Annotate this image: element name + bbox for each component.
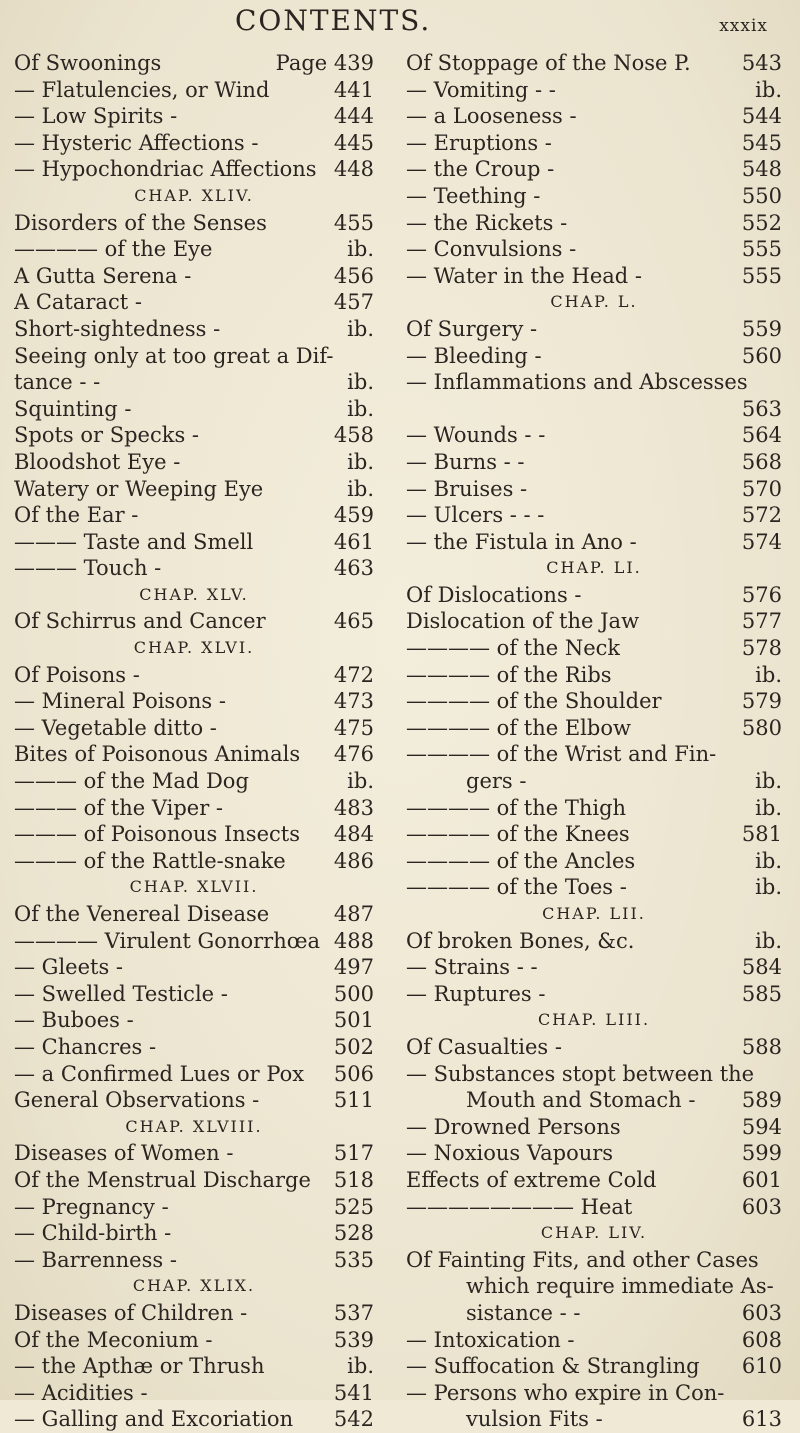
entry-title: Of the Venereal Disease (14, 902, 270, 926)
entry-page-number: 444 (333, 104, 374, 129)
contents-entry (406, 263, 782, 290)
entry-title: — Inflammations and Abscesses (406, 370, 748, 395)
contents-entry (14, 1300, 374, 1327)
contents-entry (14, 928, 374, 955)
contents-entry (14, 821, 374, 848)
contents-entry-continuation (406, 1087, 782, 1114)
entry-title: vulsion Fits - (466, 1407, 603, 1432)
contents-entry (406, 1167, 782, 1194)
entry-title: Of Schirrus and Cancer (14, 609, 266, 634)
entry-title: — Suffocation & Strangling (406, 1354, 700, 1379)
entry-page-number: Page 439 (275, 51, 374, 75)
entry-title: Spots or Specks - (14, 423, 200, 448)
contents-entry (14, 1194, 374, 1221)
entry-page-number: 570 (741, 476, 782, 501)
entry-title: ———— of the Ribs (406, 662, 612, 687)
entry-page-number: 484 (333, 822, 374, 847)
contents-entry (406, 130, 782, 157)
entry-title (406, 396, 466, 423)
entry-title: which require immediate As- (466, 1274, 774, 1299)
entry-page-number: 585 (741, 981, 782, 1006)
entry-title: — Eruptions - (406, 130, 552, 155)
contents-entry (406, 688, 782, 715)
entry-page-number: ib. (755, 928, 782, 953)
entry-title: ———————— Heat (406, 1194, 633, 1219)
entry-page-number: 610 (741, 1354, 782, 1379)
chapter-heading: CHAP. LI. (546, 558, 642, 578)
entry-title: A Cataract - (14, 290, 142, 315)
contents-entry (406, 210, 782, 237)
entry-page-number: 465 (333, 609, 374, 634)
entry-page-number: 448 (333, 157, 374, 182)
contents-entry (14, 608, 374, 635)
contents-entry (14, 316, 374, 343)
contents-entry (14, 396, 374, 423)
chapter-heading: CHAP. XLVIII. (125, 1116, 263, 1136)
entry-title: — Child-birth - (14, 1221, 172, 1246)
entry-title: ——— of the Mad Dog (14, 769, 249, 794)
entry-page-number: 578 (741, 636, 782, 661)
contents-entry (14, 901, 374, 928)
contents-entry (14, 50, 374, 77)
contents-entry (406, 954, 782, 981)
entry-page-number: 456 (333, 263, 374, 288)
entry-title: — a Looseness - (406, 104, 577, 129)
entry-page-number: 564 (741, 423, 782, 448)
entry-page-number: 542 (333, 1407, 374, 1432)
contents-entry (14, 156, 374, 183)
chapter-heading: CHAP. L. (550, 292, 638, 312)
entry-page-number: 518 (333, 1167, 374, 1192)
entry-page-number: 555 (741, 263, 782, 288)
contents-entry (406, 1061, 782, 1088)
contents-entry-continuation (406, 768, 782, 795)
entry-page-number: 506 (333, 1061, 374, 1086)
entry-page-number: 588 (741, 1034, 782, 1059)
entry-page-number: 486 (333, 848, 374, 873)
contents-entry (14, 555, 374, 582)
entry-page-number: ib. (347, 1354, 374, 1379)
contents-entry (406, 236, 782, 263)
entry-page-number: ib. (755, 77, 782, 102)
entry-title: A Gutta Serena - (14, 263, 192, 288)
entry-title: Bites of Poisonous Animals (14, 742, 301, 767)
contents-entry (406, 1327, 782, 1354)
entry-page-number: 455 (333, 210, 374, 235)
contents-entry (14, 236, 374, 263)
entry-page-number: 589 (741, 1088, 782, 1113)
contents-heading: CONTENTS. (235, 4, 432, 37)
entry-title: ———— of the Wrist and Fin- (406, 742, 717, 767)
entry-title: Dislocation of the Jaw (406, 609, 640, 634)
contents-entry (406, 1034, 782, 1061)
contents-entry (14, 1087, 374, 1114)
contents-entry (406, 103, 782, 130)
entry-title: — Vegetable ditto - (14, 715, 217, 740)
entry-page-number: 497 (333, 955, 374, 980)
entry-title: Effects of extreme Cold (406, 1167, 657, 1192)
entry-title: — the Croup - (406, 157, 555, 182)
entry-title: — Mineral Poisons - (14, 689, 226, 714)
contents-entry (14, 981, 374, 1008)
entry-page-number: 461 (333, 529, 374, 554)
contents-entry (14, 449, 374, 476)
entry-title: Mouth and Stomach - (466, 1088, 696, 1113)
entry-page-number: 537 (333, 1300, 374, 1325)
entry-page-number: 472 (333, 662, 374, 687)
contents-entry (14, 476, 374, 503)
contents-entry (406, 582, 782, 609)
contents-entry (14, 795, 374, 822)
contents-entry (14, 1061, 374, 1088)
entry-title: — Gleets - (14, 955, 124, 980)
entry-title: — Wounds - - (406, 423, 546, 448)
entry-page-number: 574 (741, 529, 782, 554)
entry-page-number: 560 (741, 343, 782, 368)
contents-entry (406, 608, 782, 635)
entry-title: Of Fainting Fits, and other Cases (406, 1247, 759, 1272)
entry-page-number: ib. (347, 370, 374, 395)
entry-page-number: 581 (741, 822, 782, 847)
contents-entry (14, 130, 374, 157)
entry-title: ———— of the Elbow (406, 715, 631, 740)
entry-title: Short-sightedness - (14, 316, 221, 341)
contents-entry (14, 289, 374, 316)
contents-column-right (406, 50, 782, 1433)
entry-page-number: 559 (741, 316, 782, 341)
contents-entry (406, 1140, 782, 1167)
entry-title: ——— of the Rattle-snake (14, 848, 286, 873)
contents-entry (406, 1194, 782, 1221)
contents-entry (14, 210, 374, 237)
entry-page-number: ib. (755, 875, 782, 900)
contents-entry (406, 741, 782, 768)
entry-title: Of Dislocations - (406, 582, 582, 607)
entry-title: — Convulsions - (406, 237, 577, 262)
entry-title: — Pregnancy - (14, 1194, 169, 1219)
contents-entry (406, 369, 782, 396)
entry-title: tance - - (14, 370, 101, 395)
entry-page-number: ib. (755, 795, 782, 820)
contents-entry (14, 422, 374, 449)
contents-entry (406, 1380, 782, 1407)
entry-title: — Bleeding - (406, 343, 542, 368)
entry-page-number: 528 (333, 1221, 374, 1246)
entry-page-number: 476 (333, 742, 374, 767)
entry-title: Of the Meconium - (14, 1327, 213, 1352)
entry-title: — Vomiting - - (406, 77, 556, 102)
entry-title: — Substances stopt between the (406, 1061, 755, 1086)
entry-page-number: 445 (333, 130, 374, 155)
chapter-heading: CHAP. LII. (542, 904, 646, 923)
entry-title: ———— of the Eye (14, 237, 213, 262)
entry-page-number: 579 (741, 689, 782, 714)
contents-entry (14, 502, 374, 529)
contents-entry (406, 156, 782, 183)
contents-entry (406, 502, 782, 529)
contents-entry (406, 529, 782, 556)
contents-entry (406, 476, 782, 503)
entry-page-number: 552 (741, 210, 782, 235)
contents-entry (406, 422, 782, 449)
contents-entry (14, 1327, 374, 1354)
entry-page-number: 541 (333, 1380, 374, 1405)
entry-title: — Teething - (406, 183, 541, 208)
entry-page-number: 488 (333, 928, 374, 953)
entry-title: — Buboes - (14, 1008, 134, 1033)
entry-title: Of Casualties - (406, 1034, 562, 1059)
entry-title: — Noxious Vapours (406, 1141, 614, 1166)
entry-title: Diseases of Women - (14, 1141, 234, 1166)
entry-page-number: ib. (755, 662, 782, 687)
chapter-heading: CHAP. XLVI. (133, 638, 255, 658)
entry-page-number: 459 (333, 503, 374, 528)
contents-entry (406, 795, 782, 822)
entry-title: General Observations - (14, 1088, 260, 1113)
contents-entry (14, 954, 374, 981)
entry-page-number: 544 (741, 104, 782, 129)
entry-page-number: 577 (741, 609, 782, 634)
entry-title: Squinting - (14, 396, 132, 421)
contents-entry (14, 369, 374, 396)
entry-title: Of Stoppage of the Nose P. (406, 51, 691, 75)
entry-title: — Persons who expire in Con- (406, 1380, 725, 1405)
page-number: xxxix (719, 16, 768, 36)
entry-title: Disorders of the Senses (14, 210, 267, 235)
contents-entry (406, 77, 782, 104)
entry-page-number: 613 (741, 1407, 782, 1432)
entry-page-number: 487 (333, 902, 374, 926)
contents-entry (14, 715, 374, 742)
entry-page-number: 584 (741, 955, 782, 980)
contents-entry (406, 1247, 782, 1274)
entry-title: Of Poisons - (14, 662, 140, 687)
contents-entry-continuation (406, 1273, 782, 1300)
entry-page-number: 500 (333, 981, 374, 1006)
entry-page-number: 463 (333, 556, 374, 581)
contents-entry (406, 874, 782, 901)
contents-entry (406, 343, 782, 370)
entry-title: — Low Spirits - (14, 104, 178, 129)
entry-title: — Galling and Excoriation (14, 1407, 294, 1432)
entry-title: ———— of the Thigh (406, 795, 627, 820)
entry-page-number: 545 (741, 130, 782, 155)
entry-title: ——— of the Viper - (14, 795, 224, 820)
entry-page-number: ib. (347, 476, 374, 501)
contents-entry (14, 1353, 374, 1380)
entry-page-number: ib. (755, 769, 782, 794)
entry-title: — Ulcers - - - (406, 503, 545, 528)
entry-title: Bloodshot Eye - (14, 449, 181, 474)
entry-title: — Chancres - (14, 1034, 157, 1059)
entry-title: — Drowned Persons (406, 1114, 621, 1139)
entry-title: — Hypochondriac Affections (14, 157, 317, 182)
entry-title: — Bruises - (406, 476, 528, 501)
contents-entry (406, 715, 782, 742)
entry-title: ———— Virulent Gonorrhœa (14, 928, 321, 953)
entry-page-number: 458 (333, 423, 374, 448)
chapter-heading: CHAP. LIII. (537, 1010, 651, 1030)
contents-entry (406, 1353, 782, 1380)
entry-title: — the Apthæ or Thrush (14, 1354, 265, 1379)
chapter-heading: CHAP. XLIV. (134, 185, 254, 205)
entry-page-number: ib. (755, 848, 782, 873)
entry-title: — the Rickets - (406, 210, 568, 235)
entry-page-number: 543 (741, 51, 782, 75)
entry-title: Watery or Weeping Eye (14, 476, 264, 501)
entry-page-number: 511 (333, 1088, 374, 1113)
contents-entry (406, 449, 782, 476)
contents-entry (406, 928, 782, 955)
entry-page-number: 594 (741, 1114, 782, 1139)
contents-entry (14, 1140, 374, 1167)
entry-title: — Water in the Head - (406, 263, 642, 288)
entry-title: Of broken Bones, &c. (406, 928, 635, 953)
entry-page-number: 572 (741, 503, 782, 528)
entry-title: — Ruptures - (406, 981, 546, 1006)
entry-title: Of the Menstrual Discharge (14, 1167, 311, 1192)
contents-entry-continuation (406, 1406, 782, 1433)
entry-title: — Flatulencies, or Wind (14, 77, 270, 102)
entry-page-number: ib. (347, 237, 374, 262)
contents-entry-continuation (406, 1300, 782, 1327)
entry-page-number: 517 (333, 1141, 374, 1166)
contents-entry (14, 1007, 374, 1034)
entry-title: ——— of Poisonous Insects (14, 822, 300, 847)
entry-title: — a Confirmed Lues or Pox (14, 1061, 305, 1086)
contents-entry (406, 50, 782, 77)
contents-entry (406, 981, 782, 1008)
contents-entry (14, 1380, 374, 1407)
entry-title: gers - (466, 769, 527, 794)
contents-entry (406, 1114, 782, 1141)
entry-title: — Acidities - (14, 1380, 148, 1405)
entry-title: Of the Ear - (14, 503, 139, 528)
entry-page-number: 483 (333, 795, 374, 820)
contents-entry (14, 529, 374, 556)
entry-page-number: 608 (741, 1327, 782, 1352)
entry-page-number: 525 (333, 1194, 374, 1219)
contents-entry (14, 1220, 374, 1247)
entry-title: — Barrenness - (14, 1247, 177, 1272)
contents-entry (14, 662, 374, 689)
entry-page-number: 555 (741, 237, 782, 262)
contents-column-left (14, 50, 374, 1433)
entry-title: ———— of the Ancles (406, 848, 636, 873)
entry-page-number: 550 (741, 183, 782, 208)
page-header (0, 4, 800, 48)
contents-entry-continuation (406, 396, 782, 423)
entry-title: Diseases of Children - (14, 1300, 248, 1325)
entry-title: — Intoxication - (406, 1327, 575, 1352)
chapter-heading: CHAP. LIV. (540, 1223, 648, 1243)
entry-page-number: 502 (333, 1034, 374, 1059)
contents-entry (406, 848, 782, 875)
contents-entry (406, 635, 782, 662)
entry-page-number: 473 (333, 689, 374, 714)
entry-title: sistance - - (466, 1300, 581, 1325)
entry-title: ———— of the Knees (406, 822, 630, 847)
contents-entry (406, 821, 782, 848)
chapter-heading: CHAP. XLVII. (129, 877, 259, 897)
entry-page-number: 457 (333, 290, 374, 315)
entry-page-number: 475 (333, 715, 374, 740)
entry-page-number: ib. (347, 316, 374, 341)
entry-title: ———— of the Shoulder (406, 689, 662, 714)
contents-entry (14, 688, 374, 715)
entry-page-number: 603 (741, 1300, 782, 1325)
entry-title: ——— Taste and Smell (14, 529, 254, 554)
entry-title: ———— of the Neck (406, 636, 621, 661)
entry-title: — the Fistula in Ano - (406, 529, 637, 554)
entry-title: — Burns - - (406, 449, 525, 474)
entry-page-number: ib. (347, 449, 374, 474)
entry-page-number: 599 (741, 1141, 782, 1166)
contents-entry (14, 1247, 374, 1274)
entry-title: Of Surgery - (406, 316, 538, 341)
contents-entry (14, 77, 374, 104)
contents-entry (14, 343, 374, 370)
entry-page-number: ib. (347, 396, 374, 421)
chapter-heading: CHAP. XLV. (139, 584, 249, 604)
chapter-heading: CHAP. XLIX. (132, 1276, 256, 1296)
contents-entry (14, 768, 374, 795)
contents-entry (14, 1034, 374, 1061)
entry-page-number: 539 (333, 1327, 374, 1352)
entry-title: Seeing only at too great a Dif- (14, 343, 334, 368)
entry-page-number: 441 (333, 77, 374, 102)
entry-title: — Strains - - (406, 955, 538, 980)
entry-title: — Swelled Testicle - (14, 981, 228, 1006)
contents-entry (406, 316, 782, 343)
entry-title: — Hysteric Affections - (14, 130, 259, 155)
contents-entry (14, 741, 374, 768)
contents-entry (406, 183, 782, 210)
entry-page-number: 603 (741, 1194, 782, 1219)
contents-entry (14, 1167, 374, 1194)
entry-title: ——— Touch - (14, 556, 162, 581)
entry-page-number: 580 (741, 715, 782, 740)
entry-page-number: 563 (741, 396, 782, 421)
contents-entry (406, 662, 782, 689)
contents-entry (14, 848, 374, 875)
contents-entry (14, 263, 374, 290)
entry-page-number: 601 (741, 1167, 782, 1192)
entry-page-number: ib. (347, 769, 374, 794)
entry-page-number: 568 (741, 449, 782, 474)
entry-page-number: 548 (741, 157, 782, 182)
entry-title: Of Swoonings (14, 51, 162, 75)
entry-page-number: 535 (333, 1247, 374, 1272)
contents-entry (14, 103, 374, 130)
entry-page-number: 576 (741, 582, 782, 607)
contents-entry (14, 1406, 374, 1433)
entry-page-number: 501 (333, 1008, 374, 1033)
entry-title: ———— of the Toes - (406, 875, 627, 900)
